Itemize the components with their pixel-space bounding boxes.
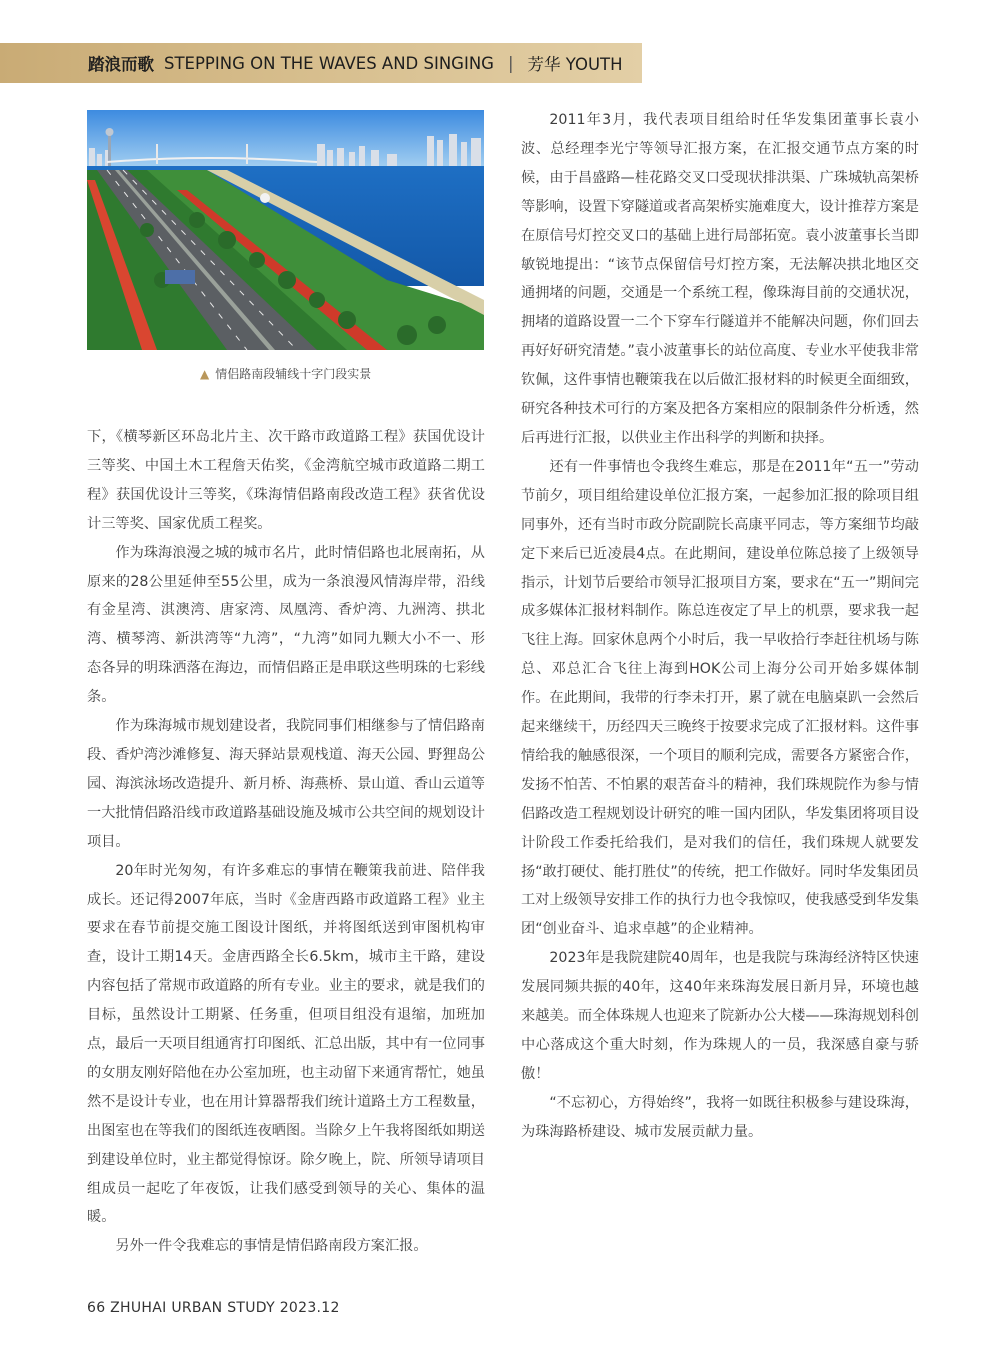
paragraph: 还有一件事情也令我终生难忘，那是在2011年“五一”劳动节前夕，项目组给建设单位汇报方案，一起参加汇报的除项目组同事外，还有当时市政分院副院长高康平同志，等方案细节均敲定下来后已近凌晨4点。在此期间，建设单位陈总接了上级领导指示，计划节后要给市领导汇报项目方案，要求在“五一”期间完成多媒体汇报材料制作。陈总连夜定了早上的机票，要求我一起飞往上海。回家休息两个小时后，我一早收拾行李赶往机场与陈总、邓总汇合飞往上海到HOK公司上海分公司开始多媒体制作。在此期间，我带的行李未打开，累了就在电脑桌趴一会然后起来继续干，历经四天三晚终于按要求完成了汇报材料。这件事情给我的触感很深，一个项目的顺利完成，需要各方紧密合作，发扬不怕苦、不怕累的艰苦奋斗的精神，我们珠规院作为参与情侣路改造工程规划设计研究的唯一国内团队，华发集团将项目设计阶段工作委托给我们，是对我们的信任，我们珠规人就要发扬“敢打硬仗、能打胜仗”的传统，把工作做好。同时华发集团员工对上级领导安排工作的执行力也令我惊叹，使我感受到华发集团“创业奋斗、追求卓越”的企业精神。 — [521, 458, 919, 938]
paragraph: 2011年3月，我代表项目组给时任华发集团董事长袁小波、总经理李光宁等领导汇报方案，在汇报交通节点方案的时候，由于昌盛路—桂花路交叉口受现状排洪渠、广珠城轨高架桥等影响，设置下穿隧道或者高架桥实施难度大，设计推荐方案是在原信号灯控交叉口的基础上进行局部拓宽。袁小波董事长当即敏锐地提出：“该节点保留信号灯控方案，无法解决拱北地区交通拥堵的问题，交通是一个系统工程，像珠海目前的交通状况，拥堵的道路设置一二个下穿车行隧道并不能解决问题，你们回去再好好研究清楚。”袁小波董事长的站位高度、专业水平使我非常钦佩，这件事情也鞭策我在以后做汇报材料的时候更全面细致，研究各种技术可行的方案及把各方案相应的限制条件分析透，然后再进行汇报，以供业主作出科学的判断和抉择。 — [521, 112, 919, 446]
photo-caption — [200, 365, 371, 382]
header-title-cn: 踏浪而歌 — [88, 55, 154, 74]
header-section: 芳华 YOUTH — [527, 55, 623, 74]
paragraph: “不忘初心，方得始终”，我将一如既往积极参与建设珠海，为珠海路桥建设、城市发展贡献力量。 — [521, 1094, 919, 1140]
left-column — [87, 423, 485, 1261]
header-title-en: STEPPING ON THE WAVES AND SINGING — [164, 53, 494, 73]
paragraph: 下，《横琴新区环岛北片主、次干路市政道路工程》获国优设计三等奖、中国土木工程詹天佑奖，《金湾航空城市政道路二期工程》获国优设计三等奖，《珠海情侣路南段改造工程》获省优设计三等奖、国家优质工程奖。 — [87, 429, 485, 532]
triangle-icon: ▲ — [200, 367, 210, 381]
caption-text: 情侣路南段辅线十字门段实景 — [215, 367, 372, 381]
header-separator: | — [507, 53, 514, 73]
page-header — [0, 43, 642, 83]
paragraph: 2023年是我院建院40周年，也是我院与珠海经济特区快速发展同频共振的40年，这40年来珠海发展日新月异，环境也越来越美。而全体珠规人也迎来了院新办公大楼——珠海规划科创中心落成这个重大时刻，作为珠规人的一员，我深感自豪与骄傲！ — [521, 950, 919, 1082]
coastal-road-photo — [87, 110, 484, 350]
paragraph: 另外一件令我难忘的事情是情侣路南段方案汇报。 — [115, 1238, 428, 1255]
paragraph: 20年时光匆匆，有许多难忘的事情在鞭策我前进、陪伴我成长。还记得2007年底，当时《金唐西路市政道路工程》业主要求在春节前提交施工图设计图纸，并将图纸送到审图机构审查，设计工期14天。金唐西路全长6.5km，城市主干路，建设内容包括了常规市政道路的所有专业。业主的要求，就是我们的目标，虽然设计工期紧、任务重，但项目组没有退缩，加班加点，最后一天项目组通宵打印图纸、汇总出版，其中有一位同事的女朋友刚好陪他在办公室加班，也主动留下来通宵帮忙，她虽然不是设计专业，也在用计算器帮我们统计道路土方工程数量，出图室也在等我们的图纸连夜晒图。当除夕上午我将图纸如期送到建设单位时，业主都觉得惊讶。除夕晚上，院、所领导请项目组成员一起吃了年夜饭，让我们感受到领导的关心、集体的温暖。 — [87, 862, 485, 1226]
page-footer: 66 ZHUHAI URBAN STUDY 2023.12 — [87, 1300, 340, 1316]
paragraph: 作为珠海浪漫之城的城市名片，此时情侣路也北展南拓，从原来的28公里延伸至55公里，成为一条浪漫风情海岸带，沿线有金星湾、淇澳湾、唐家湾、凤凰湾、香炉湾、九洲湾、拱北湾、横琴湾、新洪湾等“九湾”，“九湾”如同九颗大小不一、形态各异的明珠洒落在海边，而情侣路正是串联这些明珠的七彩线条。 — [87, 544, 485, 706]
right-column — [521, 106, 919, 1147]
paragraph: 作为珠海城市规划建设者，我院同事们相继参与了情侣路南段、香炉湾沙滩修复、海天驿站景观栈道、海天公园、野狸岛公园、海滨泳场改造提升、新月桥、海燕桥、景山道、香山云道等一大批情侣路沿线市政道路基础设施及城市公共空间的规划设计项目。 — [87, 718, 485, 850]
